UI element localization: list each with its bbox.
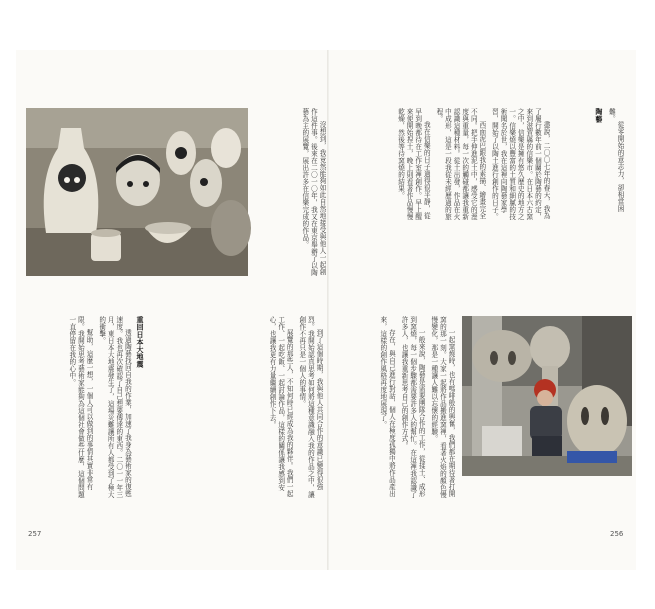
paragraph: 存在，與自己進行對話，個人在極度孤獨中將作品產出來，這樣的創作風格再度地展現了。: [378, 316, 396, 498]
right-body-column-1: [345, 108, 550, 226]
paragraph: 一起窯燒時，也有嗎啡般的興奮，我們都在期待著打開窯的那一刻。大家一起將作品搬進窯裡，看著火焰的顏色慢慢變化，那是一種讓人難以忘懷的經驗。: [429, 316, 455, 498]
ceramics-photo: [26, 108, 248, 276]
page-number-right: 256: [610, 530, 624, 538]
studio-illustration: [462, 316, 632, 476]
paragraph: 透過陶藝找回自我的作業，加速了我身為藝術家的復甦速度。我也再次確認了自己想要傳達的東西。二〇一一年三月，東日本大地震發生了，這場災難讓所有人都受到了極大的衝擊。: [97, 316, 132, 498]
paragraph: 西面泥巴跟我的素描、繪畫完全不同。把手伸進泥土中，感受它的溼度與重量，每一次的觸碰都讓我重新認識這種材料。從土出發，作品在火中成形，這是一段我從未經歷過的旅程。: [434, 108, 486, 220]
section-heading-ceramics: 陶藝: [594, 108, 604, 123]
paragraph: 盡說，二〇〇七年的春天，我為了履行數年前一個關於陶藝的約定，來到滋賀縣的信樂市。在日本六古窯之中，信樂是擁有悠久歷史的地方之一。信樂燒以豐富的土質和細膩的技術聞名於世，我在這裡向陶藝家學習，開始了以陶土進行創作的日子。: [490, 108, 550, 220]
ceramics-illustration: [26, 108, 248, 276]
page-number-left: 257: [28, 530, 42, 538]
studio-photo: [462, 316, 632, 476]
column-top-text: 從零開始的意志力，卻相當困難。: [607, 108, 624, 213]
right-body-column-2: [345, 316, 455, 504]
paragraph: 我在信樂的日子過得很平靜，從早到晚都待在工作室裡創作。早上醒來便開始捏土，晚上則看著作品慢慢乾燥，然後等待窯燒的結果。: [396, 108, 431, 220]
paragraph: 展覽的那些人，不知何時已經成為我的夥伴。我們一起工作、一起吃飯、一起討論作品，這樣的關係讓我感到安心，也讓我更有力量繼續創作下去。: [268, 316, 294, 498]
paragraph: 幫助，這麼一想，一個人可以做到的事情其實非常有限。我開始思考藝術家能夠為這個社會做些什麼，這個問題一直停留在我的心中。: [67, 316, 94, 498]
right-top-column: [552, 108, 624, 226]
paragraph: 一般來說，陶藝是需要團隊合作的工作，從揉土、成形到窯燒，每一個步驟都需要許多人的幫忙。在這裡我認識了許多人，也讓我重新思考自己的創作方式。: [400, 316, 426, 498]
left-body-column-2: [148, 316, 323, 504]
paragraph: 沒想到，我竟然能夠如此自然地接受與他人一起創作這件事。後來在二〇一〇年，我又在東京舉辦了以陶藝為主的展覽，展出許多在信樂完成的作品。: [300, 108, 326, 276]
paragraph: 到了這個時期，我與他人共同合作的意識已變得很強烈。我開始認真思考如何將這種意識融入我的作品之中，讓創作不再只是一個人的事情。: [297, 316, 323, 498]
page-gutter: [327, 50, 329, 570]
section-heading-earthquake: 重回日本大地震: [136, 316, 145, 368]
left-body-column-3: [26, 316, 144, 504]
left-body-column-1: [250, 108, 326, 276]
